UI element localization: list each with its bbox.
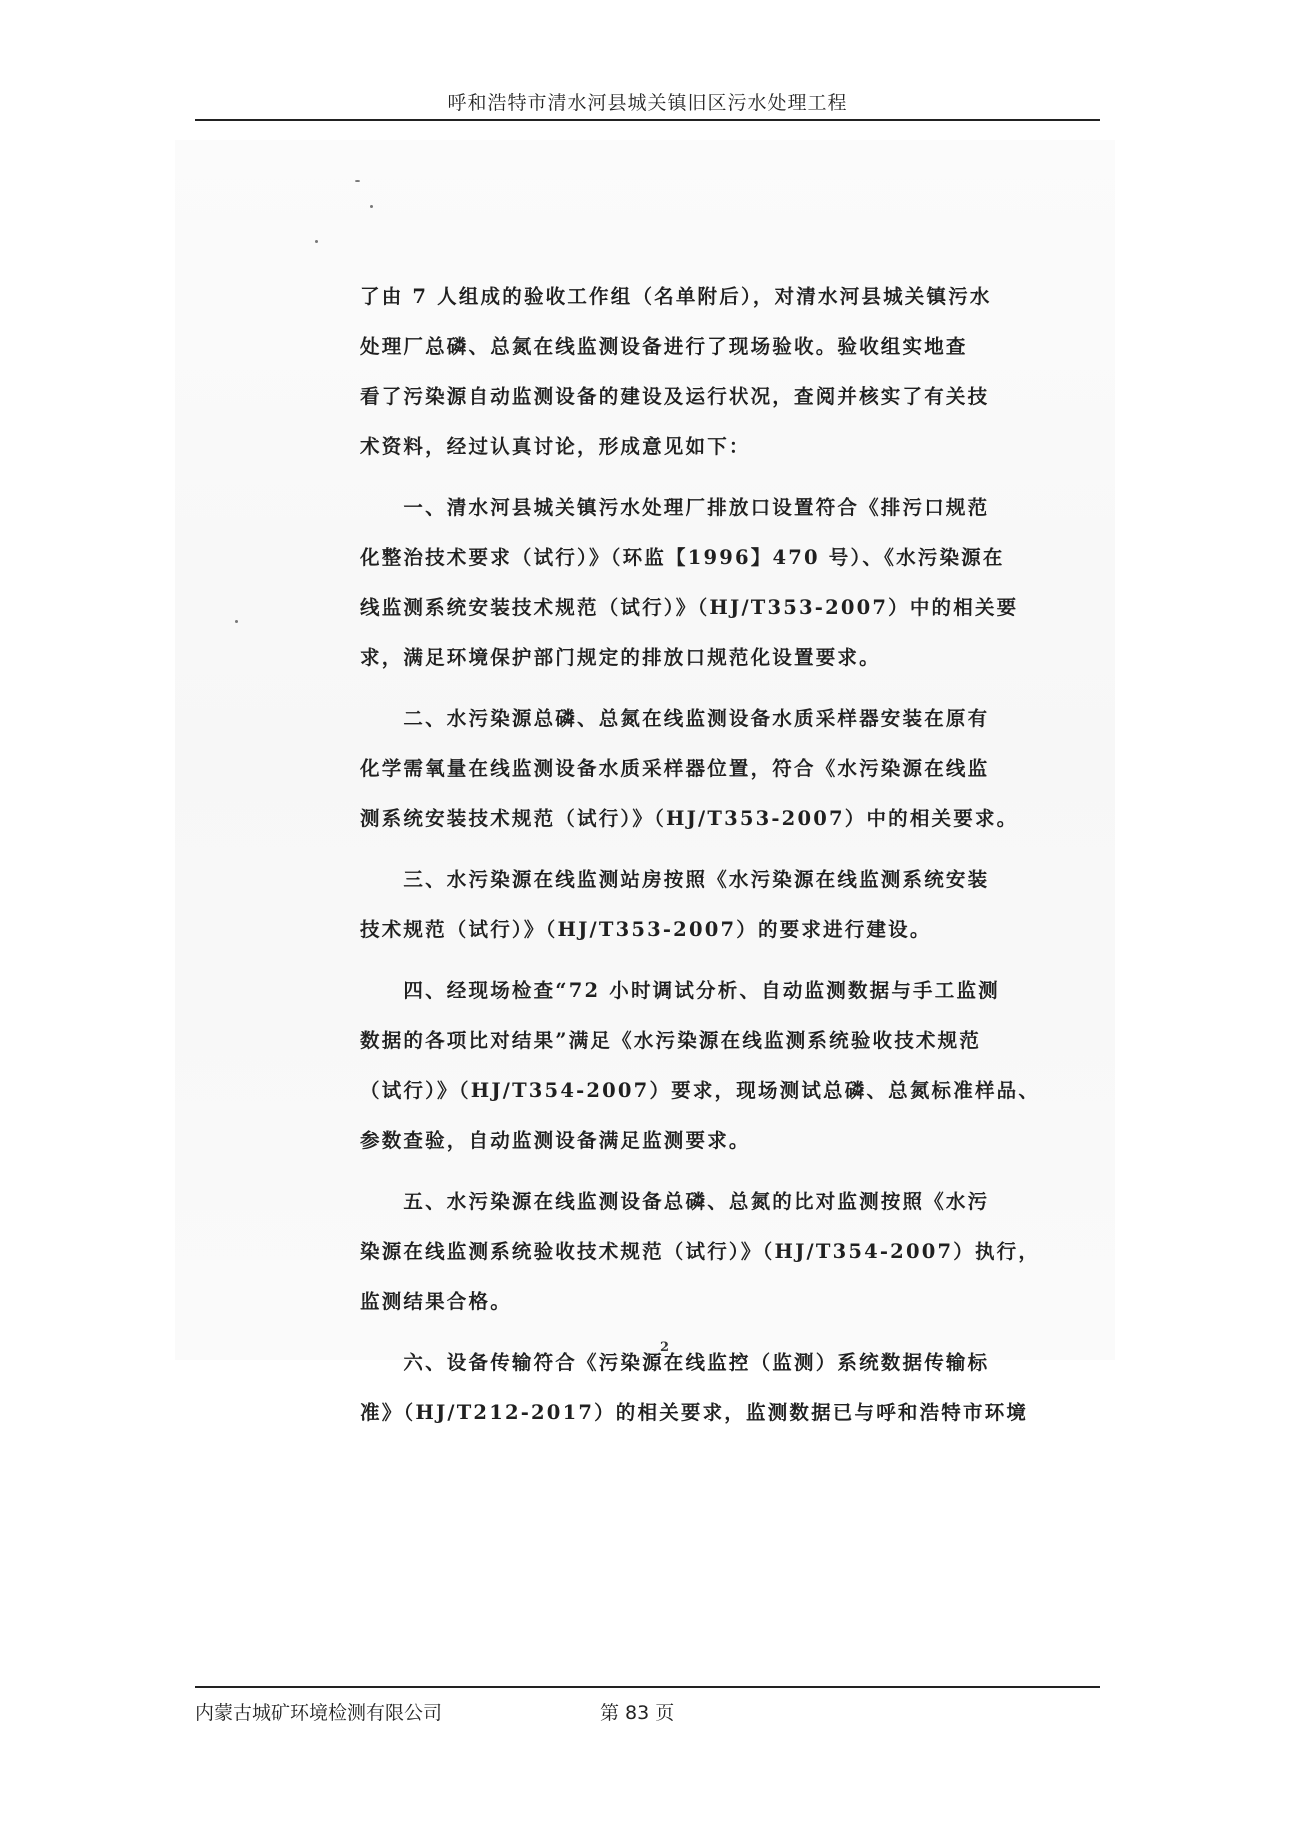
body-line: 线监测系统安装技术规范（试行）》（HJ/T353-2007）中的相关要 <box>360 596 1019 619</box>
body-line: 准》（HJ/T212-2017）的相关要求，监测数据已与呼和浩特市环境 <box>360 1401 1029 1424</box>
body-line: 六、设备传输符合《污染源在线监控（监测）系统数据传输标 <box>360 1351 990 1374</box>
body-line: 参数查验，自动监测设备满足监测要求。 <box>360 1129 751 1152</box>
footer-page-number: 第 83 页 <box>600 1702 675 1724</box>
body-line: 技术规范（试行）》（HJ/T353-2007）的要求进行建设。 <box>360 918 932 941</box>
scan-speck <box>315 240 318 243</box>
scan-speck <box>370 205 373 208</box>
body-line: 一、清水河县城关镇污水处理厂排放口设置符合《排污口规范 <box>360 496 990 519</box>
body-line: 求，满足环境保护部门规定的排放口规范化设置要求。 <box>360 646 881 669</box>
footer-divider <box>195 1686 1100 1688</box>
body-line: 处理厂总磷、总氮在线监测设备进行了现场验收。验收组实地查 <box>360 335 968 358</box>
body-line: 化整治技术要求（试行）》（环监【1996】470 号）、《水污染源在 <box>360 546 1005 569</box>
header-divider <box>195 119 1100 121</box>
document-body <box>360 272 1041 1438</box>
body-line: 染源在线监测系统验收技术规范（试行）》（HJ/T354-2007）执行， <box>360 1240 1041 1263</box>
scan-speck <box>235 620 238 623</box>
body-line: 测系统安装技术规范（试行）》（HJ/T353-2007）中的相关要求。 <box>360 807 1019 830</box>
body-line: 数据的各项比对结果”满足《水污染源在线监测系统验收技术规范 <box>360 1029 982 1052</box>
body-line: 三、水污染源在线监测站房按照《水污染源在线监测系统安装 <box>360 868 990 891</box>
body-line: 看了污染源自动监测设备的建设及运行状况，查阅并核实了有关技 <box>360 385 990 408</box>
footer-company-name: 内蒙古城矿环境检测有限公司 <box>195 1702 443 1724</box>
body-line: （试行）》（HJ/T354-2007）要求，现场测试总磷、总氮标准样品、 <box>360 1079 1041 1102</box>
scanned-page-number: 2 <box>660 1340 670 1355</box>
body-line: 化学需氧量在线监测设备水质采样器位置，符合《水污染源在线监 <box>360 757 990 780</box>
page-header-title: 呼和浩特市清水河县城关镇旧区污水处理工程 <box>447 92 848 114</box>
body-line: 监测结果合格。 <box>360 1290 512 1313</box>
body-line: 术资料，经过认真讨论，形成意见如下： <box>360 435 751 458</box>
body-line: 了由 7 人组成的验收工作组（名单附后），对清水河县城关镇污水 <box>360 285 992 308</box>
body-line: 二、水污染源总磷、总氮在线监测设备水质采样器安装在原有 <box>360 707 990 730</box>
body-line: 五、水污染源在线监测设备总磷、总氮的比对监测按照《水污 <box>360 1190 990 1213</box>
scan-speck <box>355 180 360 182</box>
body-line: 四、经现场检查“72 小时调试分析、自动监测数据与手工监测 <box>360 979 1000 1002</box>
